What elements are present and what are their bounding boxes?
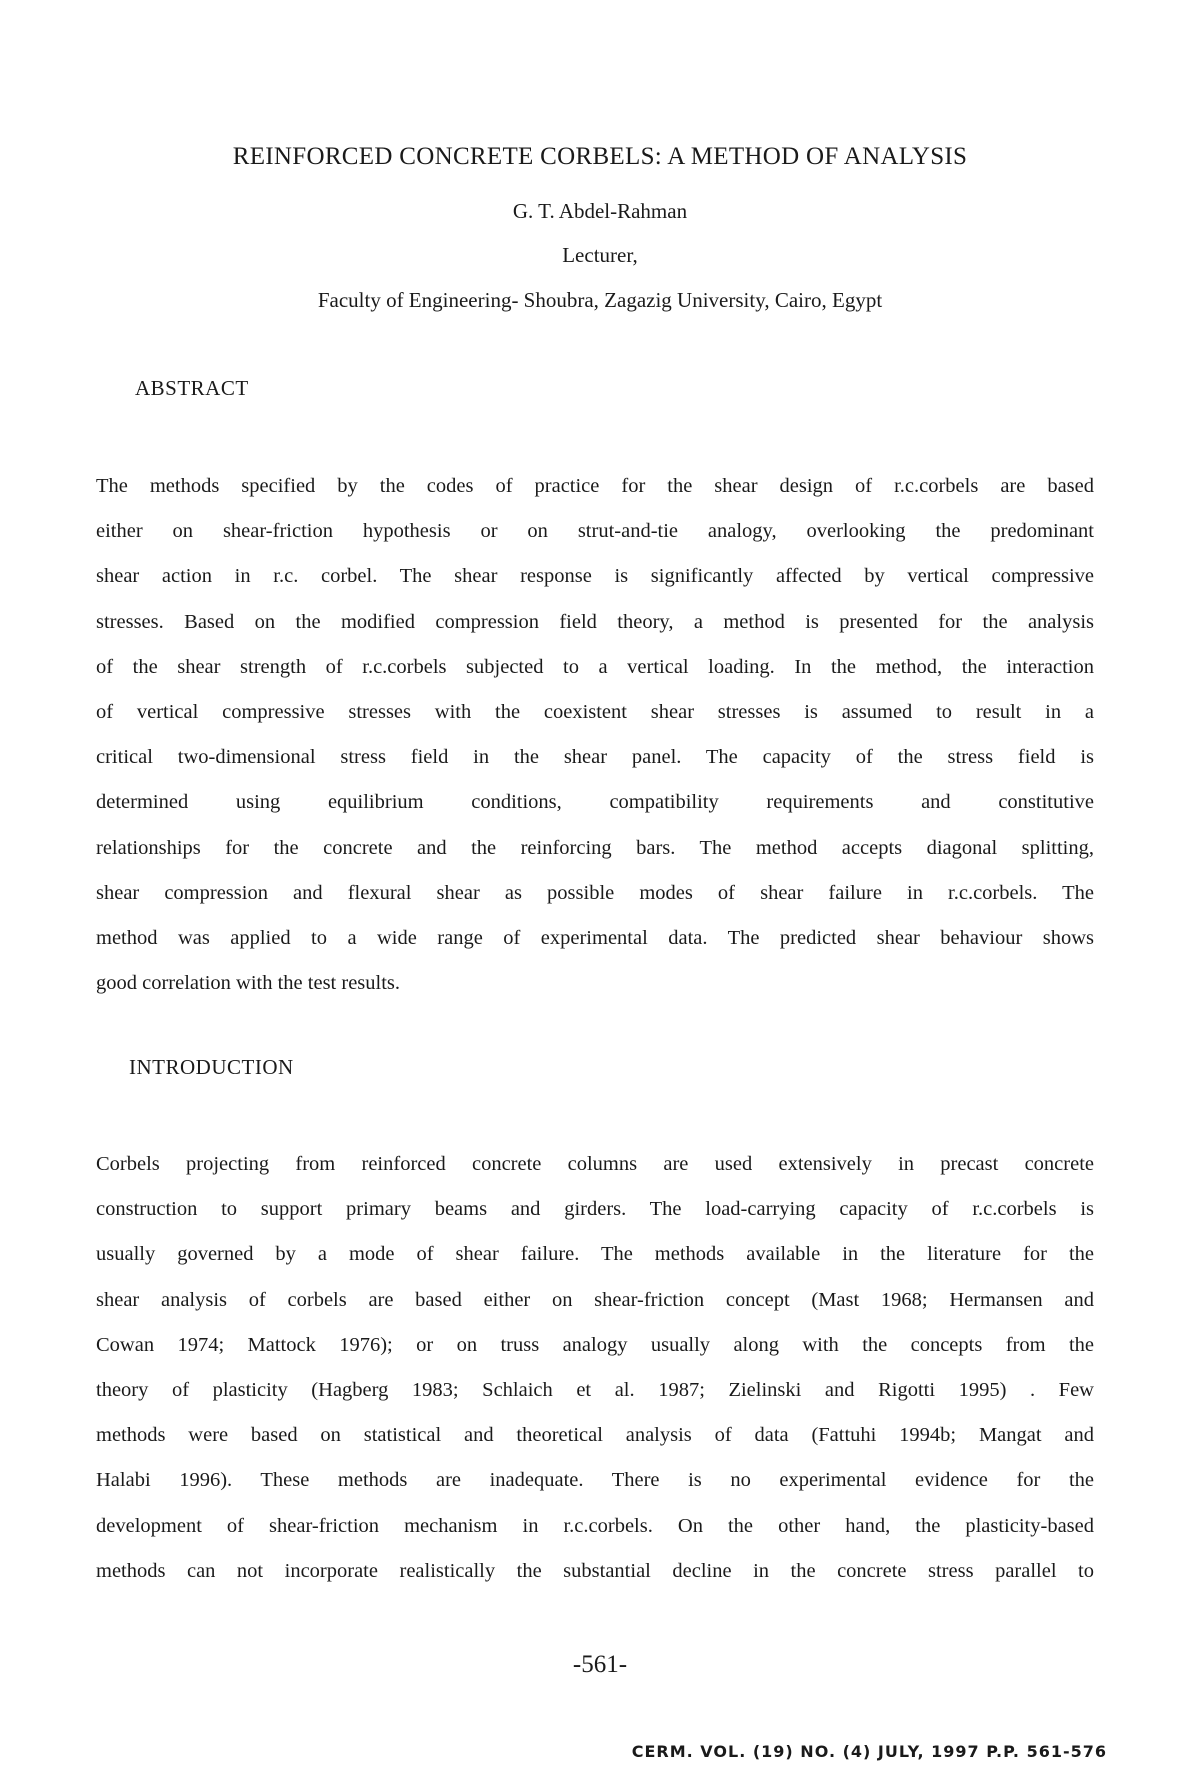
author-position: Lecturer, <box>562 243 638 267</box>
abstract-line: good correlation with the test results. <box>96 972 401 995</box>
abstract-line: of vertical compressive stresses with the coexistent shear stresses is assumed to result in a <box>96 700 1094 723</box>
abstract-line: stresses. Based on the modified compression field theory, a method is presented for the analysis <box>96 610 1094 633</box>
abstract-line: relationships for the concrete and the reinforcing bars. The method accepts diagonal splitting, <box>96 836 1094 859</box>
abstract-line: determined using equilibrium conditions, compatibility requirements and constitutive <box>96 791 1094 814</box>
introduction-line: methods were based on statistical and theoretical analysis of data (Fattuhi 1994b; Mangat and <box>96 1424 1094 1447</box>
author-name: G. T. Abdel-Rahman <box>512 199 688 223</box>
introduction-line: methods can not incorporate realistically the substantial decline in the concrete stress parallel to <box>96 1559 1094 1582</box>
introduction-line: development of shear-friction mechanism in r.c.corbels. On the other hand, the plasticity-based <box>96 1514 1094 1537</box>
introduction-line: shear analysis of corbels are based either on shear-friction concept (Mast 1968; Hermansen and <box>96 1288 1094 1311</box>
introduction-line: Corbels projecting from reinforced concrete columns are used extensively in precast concrete <box>96 1153 1094 1175</box>
author-affiliation: Faculty of Engineering- Shoubra, Zagazig University, Cairo, Egypt <box>317 288 883 312</box>
introduction-line: Halabi 1996). These methods are inadequate. There is no experimental evidence for the <box>96 1469 1094 1492</box>
abstract-heading: ABSTRACT <box>135 376 249 400</box>
abstract-line: method was applied to a wide range of experimental data. The predicted shear behaviour shows <box>96 926 1094 949</box>
abstract-body <box>96 464 1094 1006</box>
abstract-line: shear action in r.c. corbel. The shear response is significantly affected by vertical compressive <box>96 565 1094 588</box>
introduction-body <box>96 1142 1094 1594</box>
abstract-line: of the shear strength of r.c.corbels subjected to a vertical loading. In the method, the interaction <box>96 655 1094 678</box>
abstract-line: The methods specified by the codes of practice for the shear design of r.c.corbels are based <box>96 475 1094 497</box>
introduction-heading: INTRODUCTION <box>129 1055 294 1079</box>
introduction-line: construction to support primary beams and girders. The load-carrying capacity of r.c.corbels is <box>96 1198 1094 1221</box>
abstract-line: critical two-dimensional stress field in the shear panel. The capacity of the stress field is <box>96 746 1094 769</box>
introduction-line: theory of plasticity (Hagberg 1983; Schlaich et al. 1987; Zielinski and Rigotti 1995) . Few <box>96 1378 1094 1401</box>
abstract-line: either on shear-friction hypothesis or on strut-and-tie analogy, overlooking the predominant <box>96 520 1094 543</box>
page-number: -561- <box>572 1651 628 1678</box>
paper-title: REINFORCED CONCRETE CORBELS: A METHOD OF ANALYSIS <box>232 143 968 170</box>
introduction-line: Cowan 1974; Mattock 1976); or on truss analogy usually along with the concepts from the <box>96 1333 1094 1356</box>
introduction-line: usually governed by a mode of shear failure. The methods available in the literature for the <box>96 1243 1094 1266</box>
abstract-line: shear compression and flexural shear as possible modes of shear failure in r.c.corbels. The <box>96 881 1094 904</box>
journal-reference: CERM. VOL. (19) NO. (4) JULY, 1997 P.P. 561-576 <box>631 1742 1107 1761</box>
